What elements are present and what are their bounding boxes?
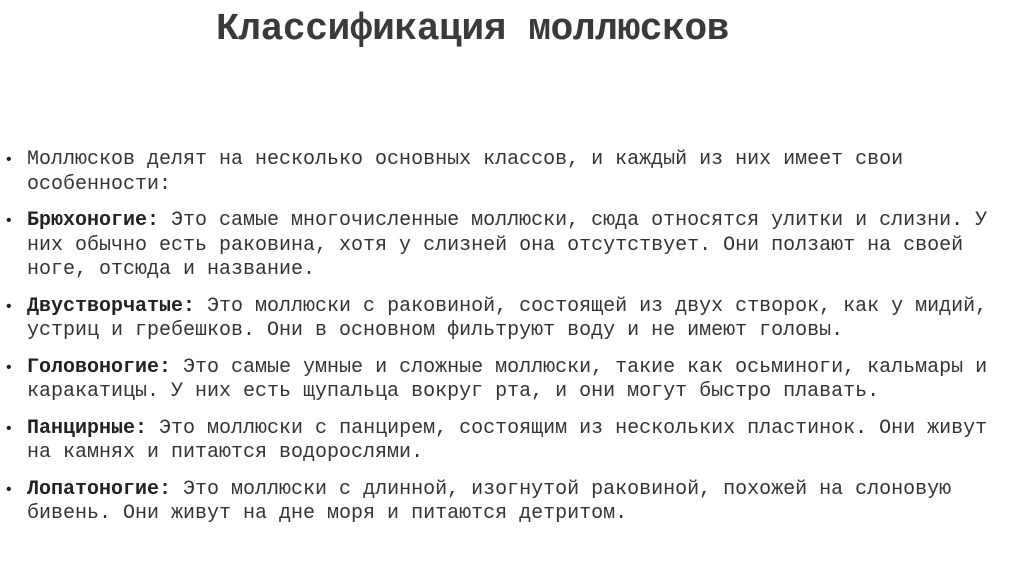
intro-item <box>0 148 1024 197</box>
bullet-dot: • <box>4 151 14 169</box>
class-description: Это моллюски с длинной, изогнутой раковиной, похожей на слоновую бивень. Они живут на дне моря и питаются детритом. <box>27 477 952 525</box>
bullet-dot: • <box>4 297 14 316</box>
bullet-dot: • <box>4 480 14 499</box>
slide-title: Классификация моллюсков <box>216 8 729 51</box>
class-item-scaphopods <box>0 478 1024 527</box>
class-term: Лопатоногие: <box>27 477 172 501</box>
class-item-gastropods <box>0 209 1024 283</box>
class-term: Головоногие: <box>27 355 172 379</box>
intro-text: Моллюсков делят на несколько основных классов, и каждый из них имеет свои особенности: <box>27 148 904 196</box>
class-term: Панцирные: <box>27 416 148 440</box>
bullet-list <box>0 148 1024 539</box>
bullet-dot: • <box>4 419 14 438</box>
bullet-dot: • <box>4 212 14 230</box>
class-description: Это моллюски с панцирем, состоящим из нескольких пластинок. Они живут на камнях и питаются водорослями. <box>27 416 988 464</box>
class-item-bivalves <box>0 295 1024 344</box>
class-term: Двустворчатые: <box>27 294 196 318</box>
class-term: Брюхоногие: <box>27 209 160 232</box>
bullet-dot: • <box>4 358 14 377</box>
class-description: Это самые умные и сложные моллюски, такие как осьминоги, кальмары и каракатицы. У них есть щупальца вокруг рта, и они могут быстро плавать. <box>27 355 988 403</box>
class-item-cephalopods <box>0 356 1024 405</box>
class-description: Это моллюски с раковиной, состоящей из двух створок, как у мидий, устриц и гребешков. Они в основном фильтруют воду и не имеют головы. <box>27 294 988 342</box>
class-description: Это самые многочисленные моллюски, сюда относятся улитки и слизни. У них обычно есть раковина, хотя у слизней она отсутствует. Они ползают на своей ноге, отсюда и название. <box>27 209 988 281</box>
class-item-chitons <box>0 417 1024 466</box>
